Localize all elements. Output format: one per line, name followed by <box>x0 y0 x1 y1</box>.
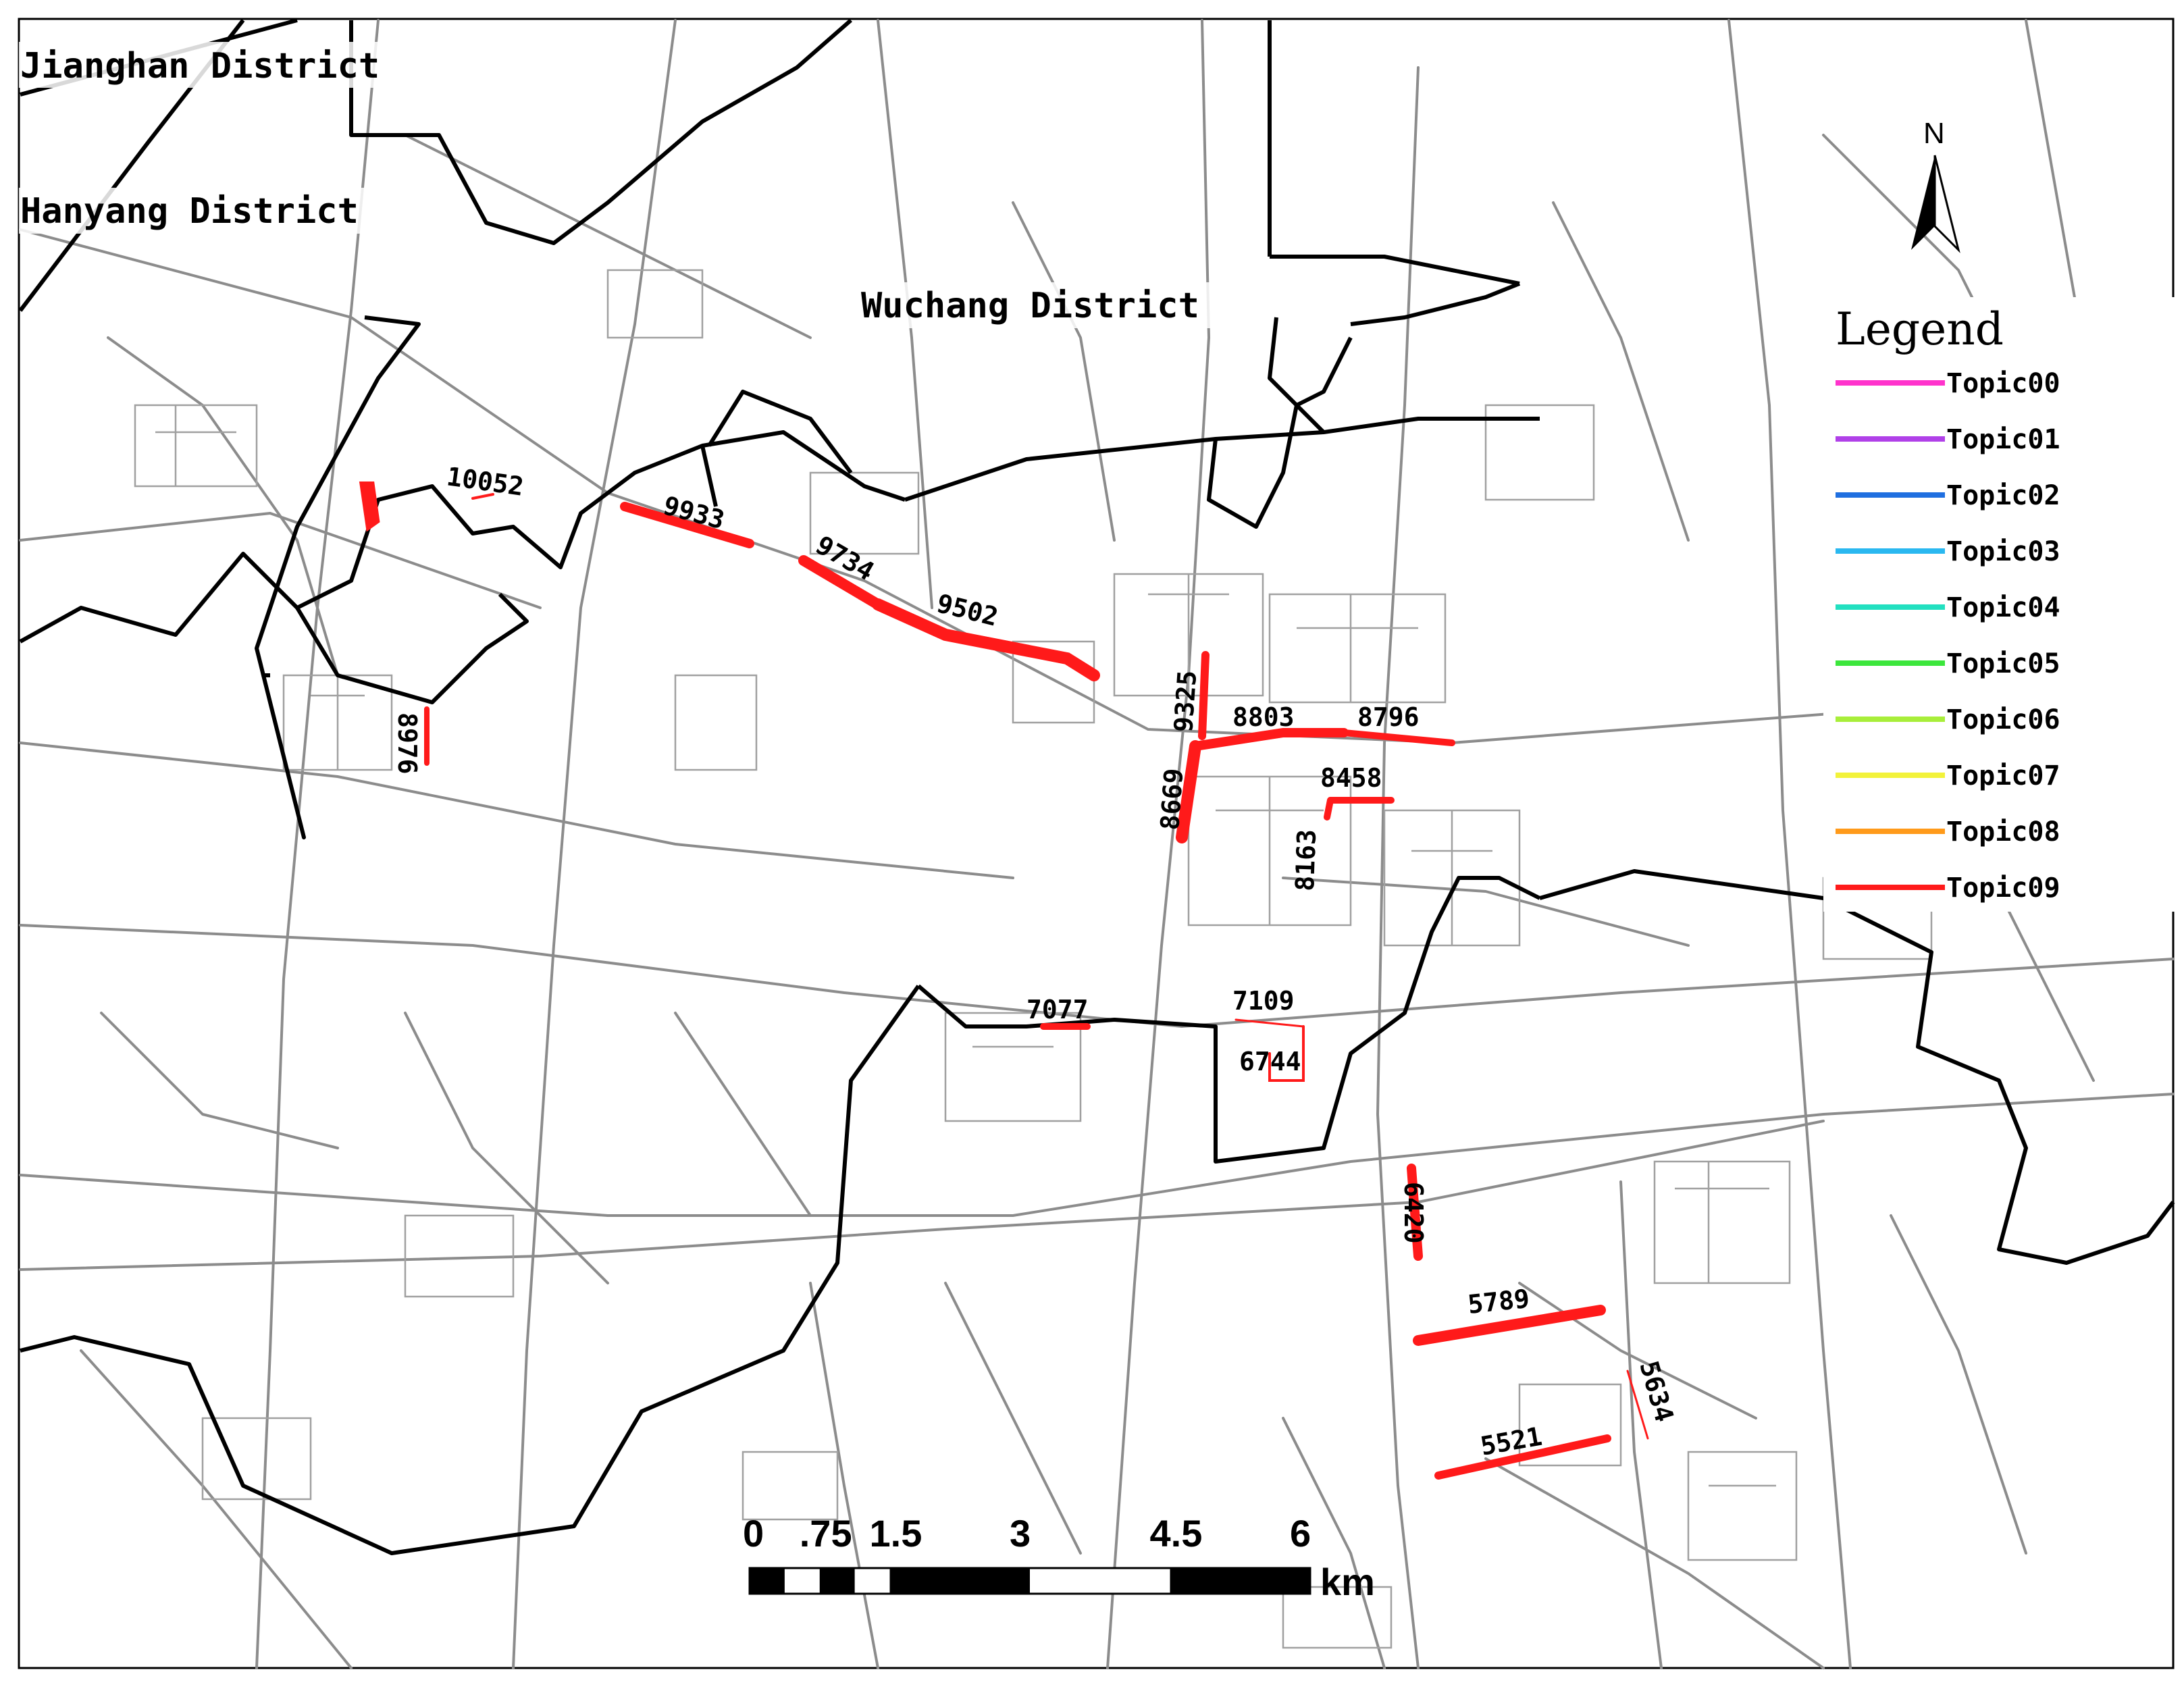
legend-label-topic07: Topic07 <box>1946 760 2060 791</box>
label-8796: 8796 <box>1357 702 1420 732</box>
label-8669: 8669 <box>1155 767 1189 831</box>
label-5521: 5521 <box>1478 1421 1544 1461</box>
district-label-wuchang: Wuchang District <box>861 286 1199 326</box>
legend-label-topic05: Topic05 <box>1946 648 2060 679</box>
scale-tick-label: 1.5 <box>869 1512 922 1555</box>
label-7109: 7109 <box>1232 986 1295 1016</box>
legend-label-topic08: Topic08 <box>1946 816 2060 848</box>
legend <box>1823 297 2175 912</box>
legend-label-topic04: Topic04 <box>1946 592 2060 623</box>
district-label-hanyang: Hanyang District <box>20 191 359 232</box>
label-8163: 8163 <box>1290 829 1322 892</box>
scale-block <box>820 1568 855 1594</box>
label-5789: 5789 <box>1466 1283 1531 1320</box>
label-6420: 6420 <box>1399 1182 1428 1244</box>
scale-block <box>1170 1568 1311 1594</box>
label-9933: 9933 <box>660 490 728 536</box>
label-9502: 9502 <box>933 588 1002 632</box>
legend-title: Legend <box>1836 303 2004 355</box>
legend-label-topic03: Topic03 <box>1946 536 2060 567</box>
scale-block <box>890 1568 1031 1594</box>
scale-tick-label: 4.5 <box>1149 1512 1203 1555</box>
label-9325: 9325 <box>1168 669 1203 733</box>
north-label: N <box>1923 117 1945 150</box>
label-9734: 9734 <box>810 529 879 587</box>
scale-tick-label: 0 <box>743 1512 764 1555</box>
scale-tick-label: .75 <box>799 1512 852 1555</box>
label-8976: 8976 <box>392 712 422 775</box>
seg-8163-line[interactable] <box>1327 800 1330 817</box>
label-8458: 8458 <box>1320 763 1382 793</box>
legend-label-topic00: Topic00 <box>1946 368 2060 399</box>
scale-unit: km <box>1320 1561 1375 1603</box>
label-6744: 6744 <box>1239 1047 1301 1076</box>
label-10052: 10052 <box>444 461 526 502</box>
district-label-jianghan: Jianghan District <box>20 46 380 86</box>
label-5634: 5634 <box>1634 1357 1680 1426</box>
seg-9325-line[interactable] <box>1202 655 1205 736</box>
label-7077: 7077 <box>1026 995 1089 1024</box>
scale-tick-label: 6 <box>1290 1512 1311 1555</box>
legend-label-topic02: Topic02 <box>1946 480 2060 511</box>
small-polygon-segment <box>365 486 375 523</box>
scale-block <box>750 1568 785 1594</box>
label-8803: 8803 <box>1232 702 1295 732</box>
legend-label-topic09: Topic09 <box>1946 872 2060 904</box>
legend-label-topic01: Topic01 <box>1946 424 2060 455</box>
scale-tick-label: 3 <box>1010 1512 1031 1555</box>
legend-label-topic06: Topic06 <box>1946 704 2060 735</box>
